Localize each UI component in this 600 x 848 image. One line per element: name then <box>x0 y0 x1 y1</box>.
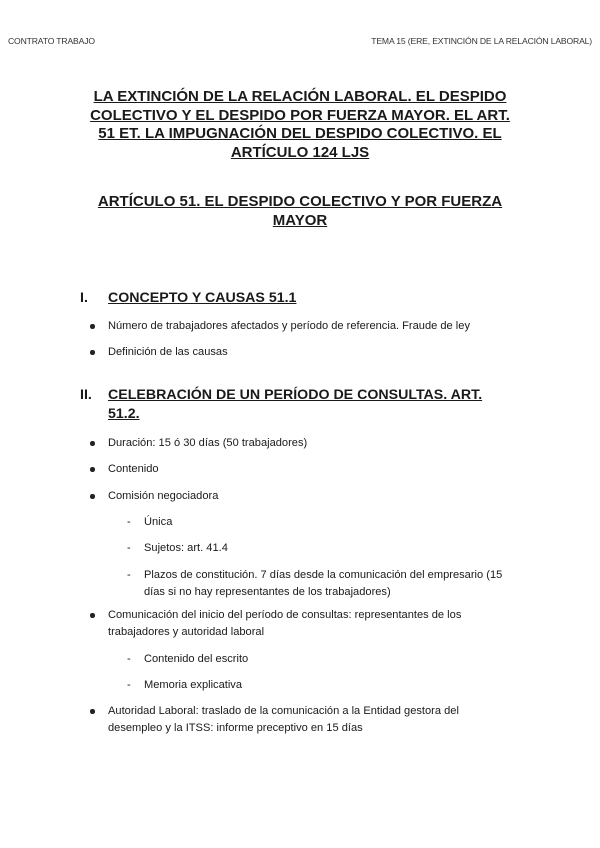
section-heading-2 <box>80 386 520 424</box>
bullet-item: Definición de las causas <box>108 344 508 361</box>
title-line: COLECTIVO Y EL DESPIDO POR FUERZA MAYOR. EL ART. <box>90 106 510 124</box>
section-heading-1 <box>80 289 520 308</box>
title-line: LA EXTINCIÓN DE LA RELACIÓN LABORAL. EL DESPIDO <box>93 88 507 105</box>
bullet-item: Comisión negociadora <box>108 488 508 505</box>
title-line: 51 ET. LA IMPUGNACIÓN DEL DESPIDO COLECTIVO. EL <box>98 125 502 142</box>
document-title <box>60 88 540 162</box>
subtitle-line: MAYOR <box>272 211 328 229</box>
sub-item: - Memoria explicativa <box>144 677 519 694</box>
sub-item: - Única <box>144 514 519 531</box>
subtitle-line: ARTÍCULO 51. EL DESPIDO COLECTIVO Y POR FUERZA <box>97 193 503 210</box>
bullet-item: Comunicación del inicio del período de consultas: representantes de los trabajadores y autoridad laboral <box>108 607 508 640</box>
bullet-item: Contenido <box>108 461 508 478</box>
sub-item: - Plazos de constitución. 7 días desde la comunicación del empresario (15 días si no hay representantes de los trabajadores) <box>144 567 519 600</box>
bullet-item: Número de trabajadores afectados y período de referencia. Fraude de ley <box>108 318 508 335</box>
section-title: CONCEPTO Y CAUSAS 51.1 <box>108 290 297 306</box>
bullet-item: Duración: 15 ó 30 días (50 trabajadores) <box>108 435 508 452</box>
sub-item: - Contenido del escrito <box>144 651 519 668</box>
running-header-left: CONTRATO TRABAJO <box>8 36 95 46</box>
document-subtitle <box>60 193 540 230</box>
section-number: I. <box>80 290 88 306</box>
section-title-line: CELEBRACIÓN DE UN PERÍODO DE CONSULTAS. ART. <box>108 387 483 403</box>
title-line: ARTÍCULO 124 LJS <box>230 143 370 161</box>
bullet-item: Autoridad Laboral: traslado de la comunicación a la Entidad gestora del desempleo y la ITSS: informe preceptivo en 15 días <box>108 703 508 736</box>
section-number: II. <box>80 387 92 403</box>
running-header-right: TEMA 15 (ERE, EXTINCIÓN DE LA RELACIÓN LABORAL) <box>371 36 592 46</box>
section-title-line: 51.2. <box>108 405 140 422</box>
sub-item: - Sujetos: art. 41.4 <box>144 540 519 557</box>
